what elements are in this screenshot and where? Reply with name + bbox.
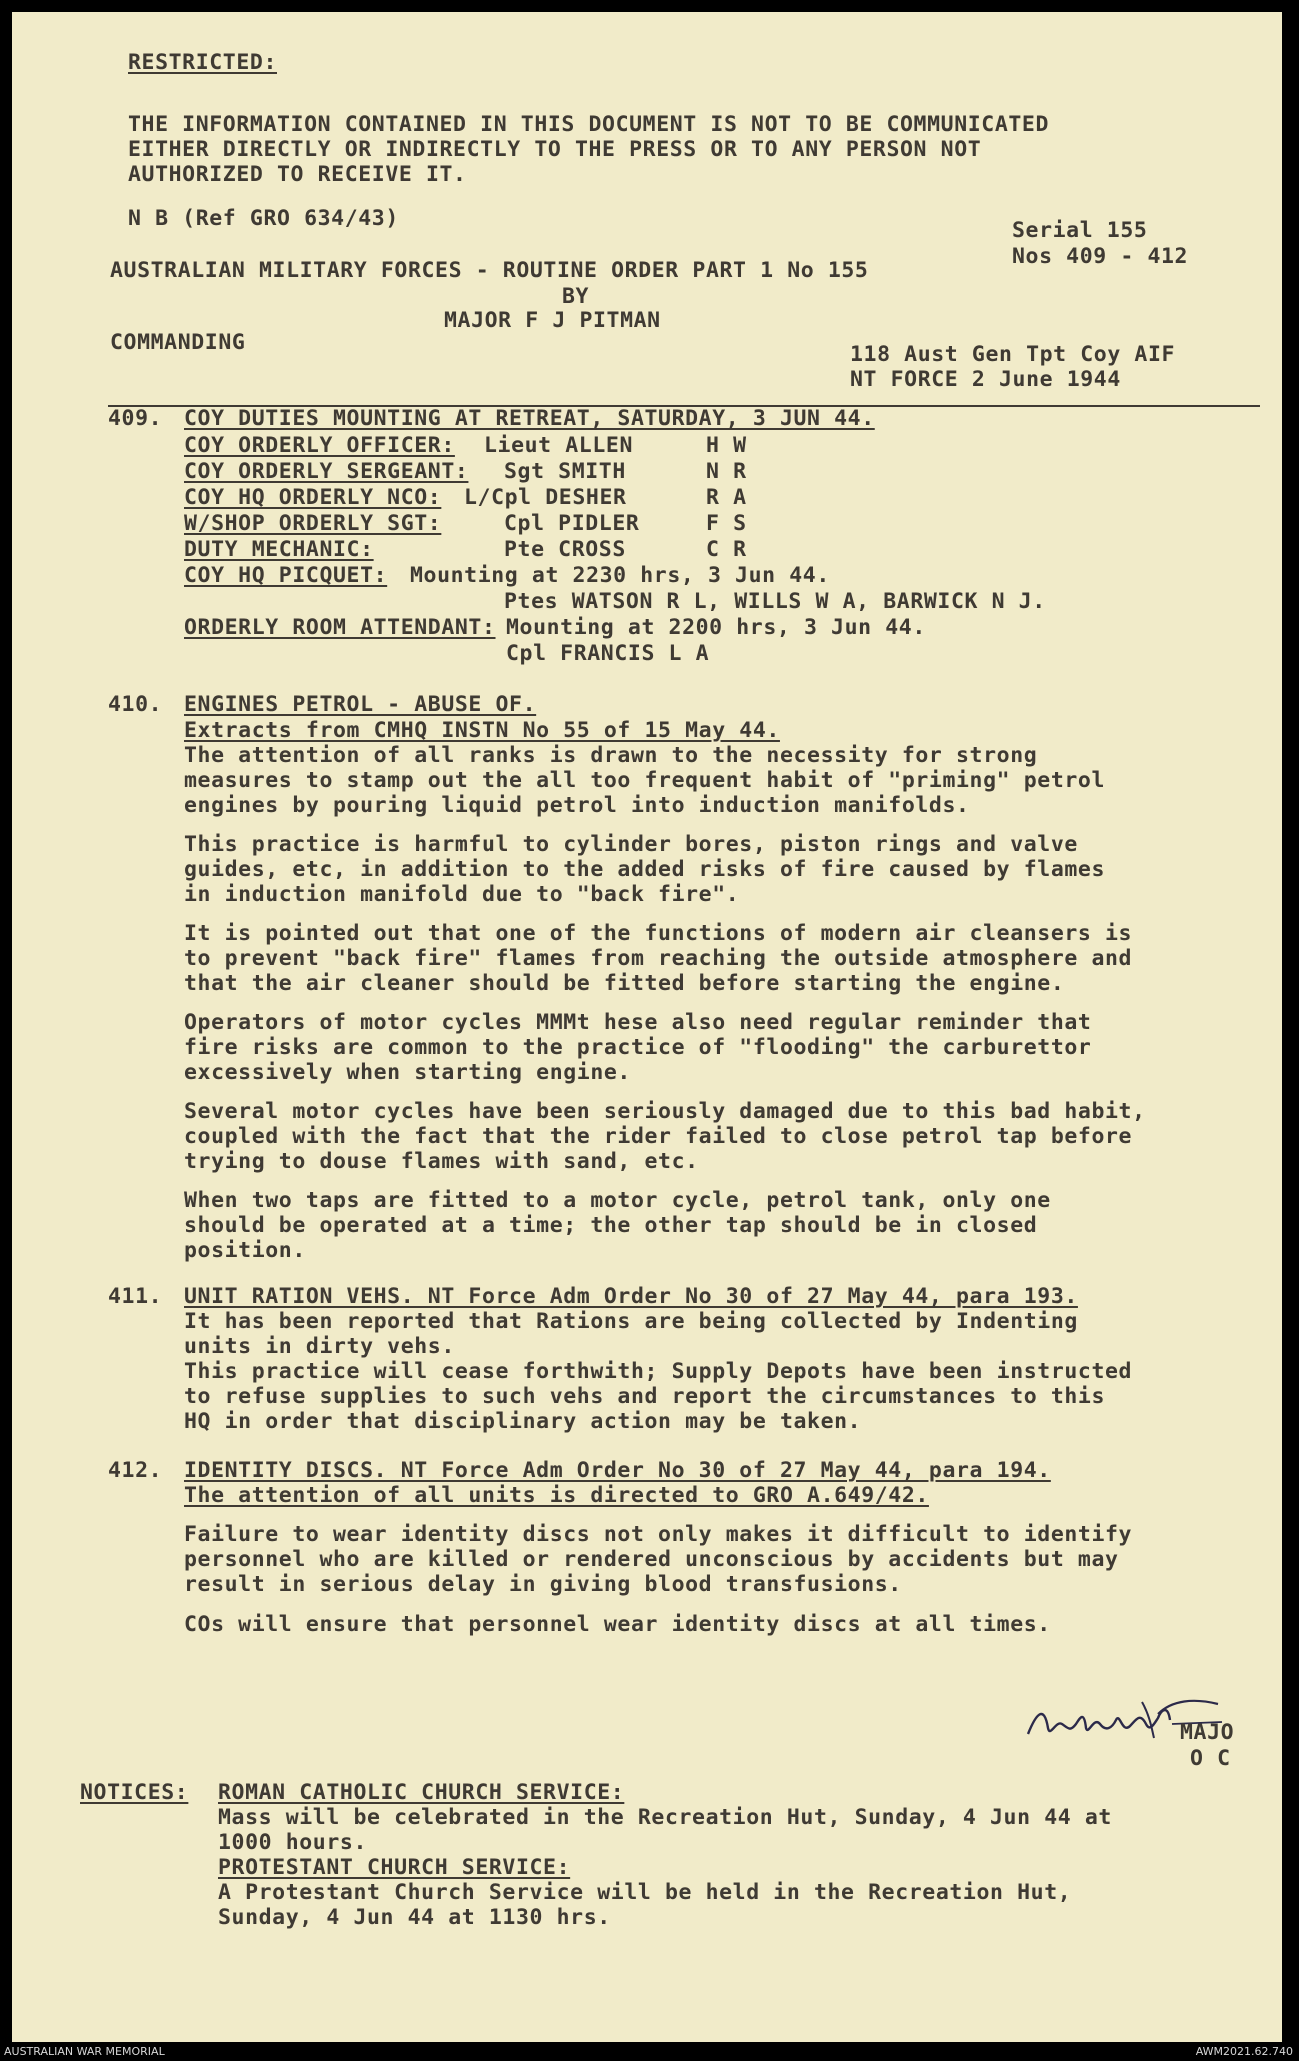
order-412-p1-line-3: result in serious delay in giving blood transfusions. bbox=[184, 1572, 902, 1597]
duty-initials-4: F S bbox=[706, 511, 747, 536]
duty-initials-2: N R bbox=[706, 459, 747, 484]
unit-name: 118 Aust Gen Tpt Coy AIF bbox=[850, 342, 1176, 367]
order-411-line-3: This practice will cease forthwith; Supply Depots have been instructed bbox=[184, 1359, 1133, 1384]
protestant-service-line-1: A Protestant Church Service will be held in the Recreation Hut, bbox=[218, 1880, 1072, 1905]
restricted-line-3: AUTHORIZED TO RECEIVE IT. bbox=[128, 162, 467, 187]
by-label: BY bbox=[562, 284, 590, 309]
order-410-p6-line-3: position. bbox=[184, 1238, 306, 1263]
restricted-line-2: EITHER DIRECTLY OR INDIRECTLY TO THE PRESS OR TO ANY PERSON NOT bbox=[128, 137, 982, 162]
commanding-label: COMMANDING bbox=[110, 330, 246, 355]
order-410-p1-line-1: The attention of all ranks is drawn to the necessity for strong bbox=[184, 743, 1038, 768]
duty-initials-1: H W bbox=[706, 433, 747, 458]
attendant-text: Mounting at 2200 hrs, 3 Jun 44. bbox=[506, 615, 926, 640]
order-410-p1-line-2: measures to stamp out the all too frequent habit of "priming" petrol bbox=[184, 768, 1105, 793]
notices-label: NOTICES: bbox=[80, 1780, 189, 1805]
order-410-p4-line-1: Operators of motor cycles MMMt hese also need regular reminder that bbox=[184, 1010, 1092, 1035]
order-numbers: Nos 409 - 412 bbox=[1012, 244, 1189, 269]
order-410-heading: ENGINES PETROL - ABUSE OF. bbox=[184, 692, 537, 717]
duty-role-3: COY HQ ORDERLY NCO: bbox=[184, 485, 442, 510]
footer-institution: AUSTRALIAN WAR MEMORIAL bbox=[4, 2045, 165, 2058]
rc-service-heading: ROMAN CATHOLIC CHURCH SERVICE: bbox=[218, 1780, 625, 1805]
duty-person-3: L/Cpl DESHER bbox=[464, 485, 627, 510]
document-title: AUSTRALIAN MILITARY FORCES - ROUTINE ORDER PART 1 No 155 bbox=[110, 258, 869, 283]
order-410-p2-line-2: guides, etc, in addition to the added risks of fire caused by flames bbox=[184, 857, 1105, 882]
picquet-label: COY HQ PICQUET: bbox=[184, 563, 388, 588]
order-410-p6-line-2: should be operated at a time; the other tap should be in closed bbox=[184, 1213, 1038, 1238]
order-412-heading: IDENTITY DISCS. NT Force Adm Order No 30 of 27 May 44, para 194. bbox=[184, 1458, 1051, 1483]
order-411-line-4: to refuse supplies to such vehs and report the circumstances to this bbox=[184, 1384, 1105, 1409]
order-410-p4-line-3: excessively when starting engine. bbox=[184, 1060, 631, 1085]
rc-service-line-2: 1000 hours. bbox=[218, 1830, 367, 1855]
duty-person-4: Cpl PIDLER bbox=[504, 511, 640, 536]
order-411-number: 411. bbox=[108, 1284, 163, 1309]
restricted-label: RESTRICTED: bbox=[128, 50, 277, 75]
order-410-p6-line-1: When two taps are fitted to a motor cycle, petrol tank, only one bbox=[184, 1188, 1051, 1213]
order-410-p1-line-3: engines by pouring liquid petrol into induction manifolds. bbox=[184, 793, 970, 818]
duty-person-2: Sgt SMITH bbox=[504, 459, 626, 484]
duty-initials-5: C R bbox=[706, 537, 747, 562]
footer-accession-number: AWM2021.62.740 bbox=[1195, 2045, 1293, 2058]
rc-service-line-1: Mass will be celebrated in the Recreation Hut, Sunday, 4 Jun 44 at bbox=[218, 1805, 1112, 1830]
order-411-line-5: HQ in order that disciplinary action may be taken. bbox=[184, 1409, 862, 1434]
order-412-p2-line-1: COs will ensure that personnel wear identity discs at all times. bbox=[184, 1612, 1051, 1637]
duty-role-4: W/SHOP ORDERLY SGT: bbox=[184, 511, 442, 536]
attendant-member: Cpl FRANCIS L A bbox=[506, 641, 710, 666]
protestant-service-heading: PROTESTANT CHURCH SERVICE: bbox=[218, 1855, 571, 1880]
duty-role-5: DUTY MECHANIC: bbox=[184, 537, 374, 562]
duty-role-2: COY ORDERLY SERGEANT: bbox=[184, 459, 469, 484]
order-411-line-1: It has been reported that Rations are being collected by Indenting bbox=[184, 1309, 1078, 1334]
duty-person-1: Lieut ALLEN bbox=[484, 433, 633, 458]
attendant-label: ORDERLY ROOM ATTENDANT: bbox=[184, 615, 496, 640]
picquet-members: Ptes WATSON R L, WILLS W A, BARWICK N J. bbox=[504, 589, 1046, 614]
duty-initials-3: R A bbox=[706, 485, 747, 510]
order-409-number: 409. bbox=[108, 406, 163, 431]
nb-reference: N B (Ref GRO 634/43) bbox=[128, 206, 399, 231]
order-410-p5-line-2: coupled with the fact that the rider failed to close petrol tap before bbox=[184, 1124, 1133, 1149]
order-410-p5-line-3: trying to douse flames with sand, etc. bbox=[184, 1149, 699, 1174]
order-412-number: 412. bbox=[108, 1458, 163, 1483]
order-410-subheading: Extracts from CMHQ INSTN No 55 of 15 May 44. bbox=[184, 718, 780, 743]
order-410-p3-line-2: to prevent "back fire" flames from reaching the outside atmosphere and bbox=[184, 946, 1133, 971]
order-412-p1-line-2: personnel who are killed or rendered unconscious by accidents but may bbox=[184, 1547, 1119, 1572]
order-412-subheading: The attention of all units is directed to GRO A.649/42. bbox=[184, 1483, 929, 1508]
order-411-line-2: units in dirty vehs. bbox=[184, 1334, 455, 1359]
force-date: NT FORCE 2 June 1944 bbox=[850, 367, 1121, 392]
order-410-p3-line-3: that the air cleaner should be fitted before starting the engine. bbox=[184, 971, 1065, 996]
serial-number: Serial 155 bbox=[1012, 218, 1148, 243]
signature-rank: MAJO bbox=[1180, 1720, 1235, 1745]
document-page bbox=[12, 12, 1282, 2042]
restricted-line-1: THE INFORMATION CONTAINED IN THIS DOCUMENT IS NOT TO BE COMMUNICATED bbox=[128, 112, 1049, 137]
order-412-p1-line-1: Failure to wear identity discs not only makes it difficult to identify bbox=[184, 1522, 1133, 1547]
order-409-heading: COY DUTIES MOUNTING AT RETREAT, SATURDAY, 3 JUN 44. bbox=[184, 406, 875, 431]
order-410-p2-line-1: This practice is harmful to cylinder bores, piston rings and valve bbox=[184, 832, 1078, 857]
duty-role-1: COY ORDERLY OFFICER: bbox=[184, 433, 455, 458]
signature-appointment: O C bbox=[1190, 1746, 1231, 1771]
order-411-heading: UNIT RATION VEHS. NT Force Adm Order No 30 of 27 May 44, para 193. bbox=[184, 1284, 1078, 1309]
officer-name: MAJOR F J PITMAN bbox=[444, 308, 661, 333]
order-410-p3-line-1: It is pointed out that one of the functions of modern air cleansers is bbox=[184, 921, 1133, 946]
order-410-p5-line-1: Several motor cycles have been seriously damaged due to this bad habit, bbox=[184, 1099, 1146, 1124]
protestant-service-line-2: Sunday, 4 Jun 44 at 1130 hrs. bbox=[218, 1905, 611, 1930]
order-410-number: 410. bbox=[108, 692, 163, 717]
duty-person-5: Pte CROSS bbox=[504, 537, 626, 562]
order-410-p4-line-2: fire risks are common to the practice of "flooding" the carburettor bbox=[184, 1035, 1092, 1060]
picquet-text: Mounting at 2230 hrs, 3 Jun 44. bbox=[410, 563, 830, 588]
order-410-p2-line-3: in induction manifold due to "back fire". bbox=[184, 882, 740, 907]
